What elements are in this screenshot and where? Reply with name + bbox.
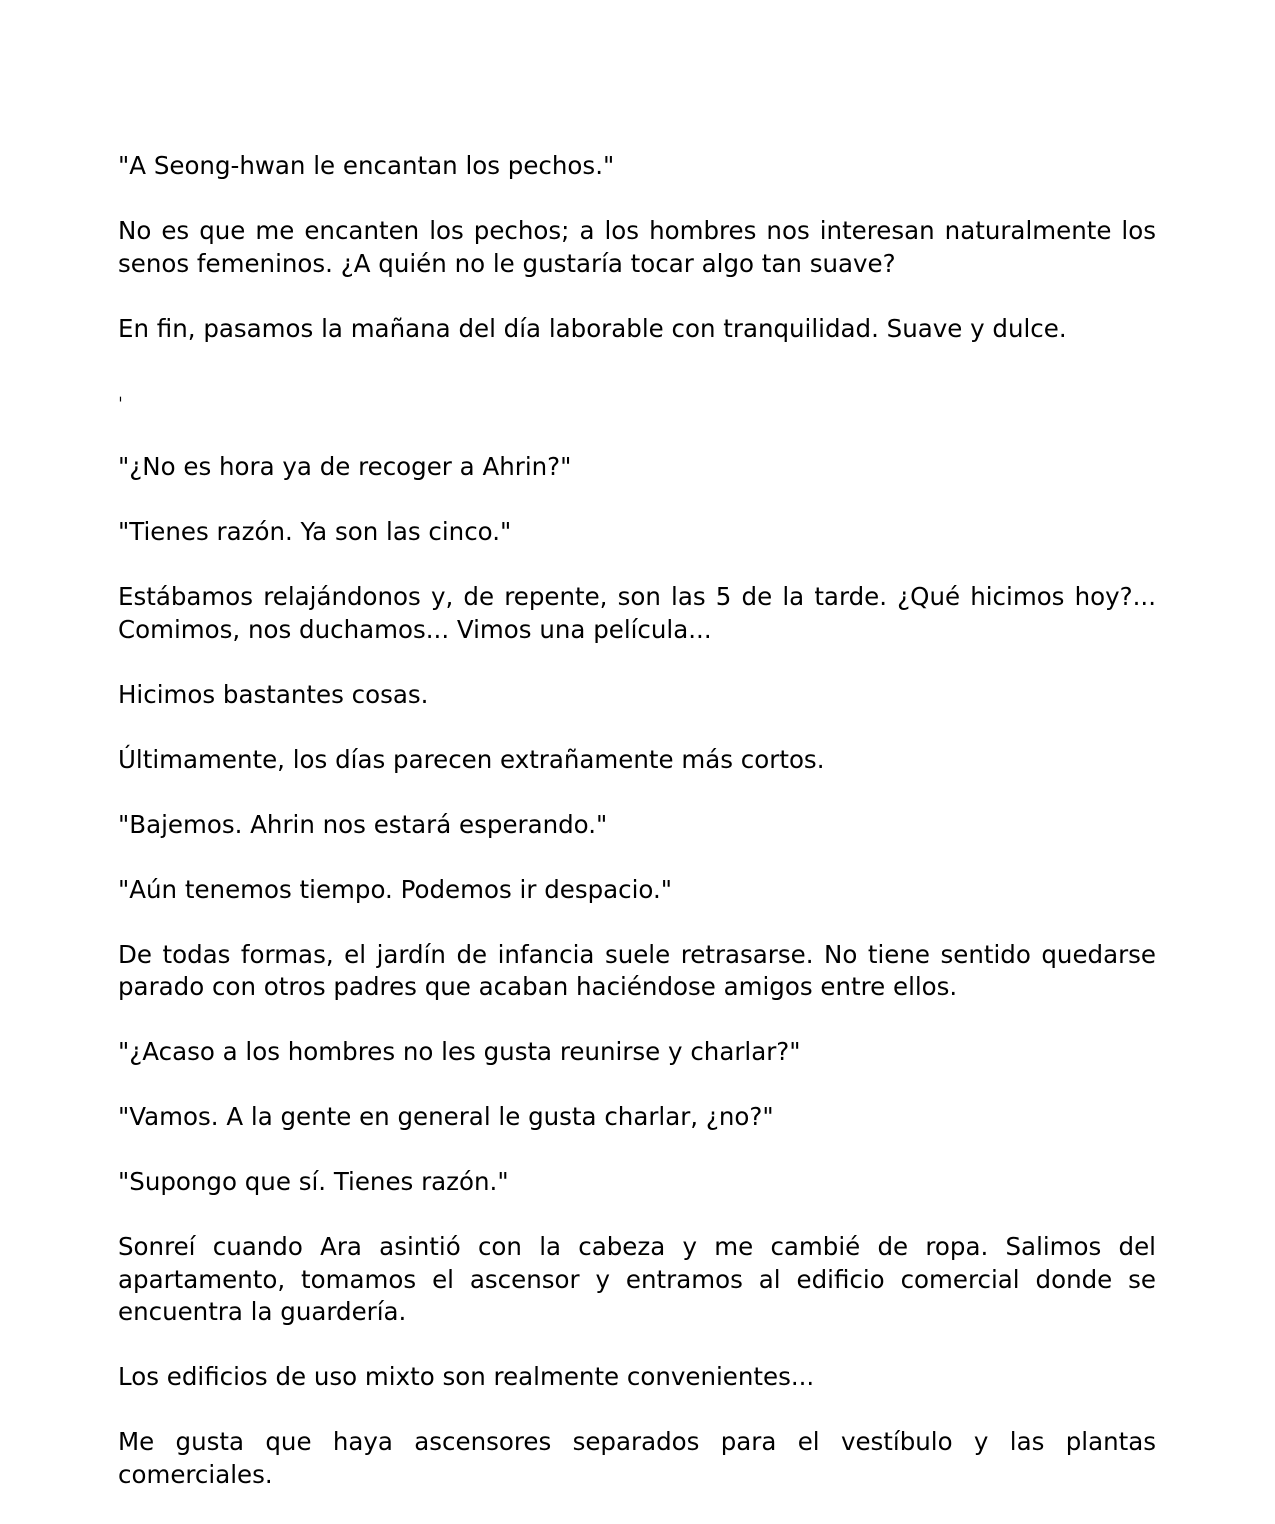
paragraph-1: "A Seong-hwan le encantan los pechos."	[118, 151, 615, 180]
document-page	[118, 150, 1156, 1524]
stray-mark: ˌ	[118, 382, 123, 404]
paragraph-13: "Vamos. A la gente en general le gusta charlar, ¿no?"	[118, 1102, 774, 1131]
paragraph-11: De todas formas, el jardín de infancia suele retrasarse. No tiene sentido quedarse parado con otros padres que acaban haciéndose amigos entre ellos.	[118, 939, 1156, 1001]
paragraph-2: No es que me encanten los pechos; a los hombres nos interesan naturalmente los senos femeninos. ¿A quién no le gustaría tocar algo tan suave?	[118, 216, 1156, 278]
paragraph-9: "Bajemos. Ahrin nos estará esperando."	[118, 809, 608, 839]
paragraph-12: "¿Acaso a los hombres no les gusta reunirse y charlar?"	[118, 1037, 801, 1066]
paragraph-6: Estábamos relajándonos y, de repente, son las 5 de la tarde. ¿Qué hicimos hoy?... Comimos, nos duchamos... Vimos una película...	[118, 582, 1156, 644]
paragraph-5: "Tienes razón. Ya son las cinco."	[118, 517, 512, 546]
paragraph-3: En fin, pasamos la mañana del día laborable con tranquilidad. Suave y dulce.	[118, 313, 1067, 343]
paragraph-8: Últimamente, los días parecen extrañamente más cortos.	[118, 744, 825, 774]
paragraph-14: "Supongo que sí. Tienes razón."	[118, 1167, 509, 1196]
paragraph-7: Hicimos bastantes cosas.	[118, 679, 429, 709]
paragraph-17: Me gusta que haya ascensores separados para el vestíbulo y las plantas comerciales.	[118, 1427, 1156, 1489]
paragraph-15: Sonreí cuando Ara asintió con la cabeza y me cambié de ropa. Salimos del apartamento, tomamos el ascensor y entramos al edificio comercial donde se encuentra la guardería.	[118, 1232, 1156, 1326]
paragraph-4: "¿No es hora ya de recoger a Ahrin?"	[118, 452, 572, 481]
paragraph-10: "Aún tenemos tiempo. Podemos ir despacio."	[118, 874, 673, 904]
paragraph-16: Los edificios de uso mixto son realmente convenientes...	[118, 1362, 815, 1391]
